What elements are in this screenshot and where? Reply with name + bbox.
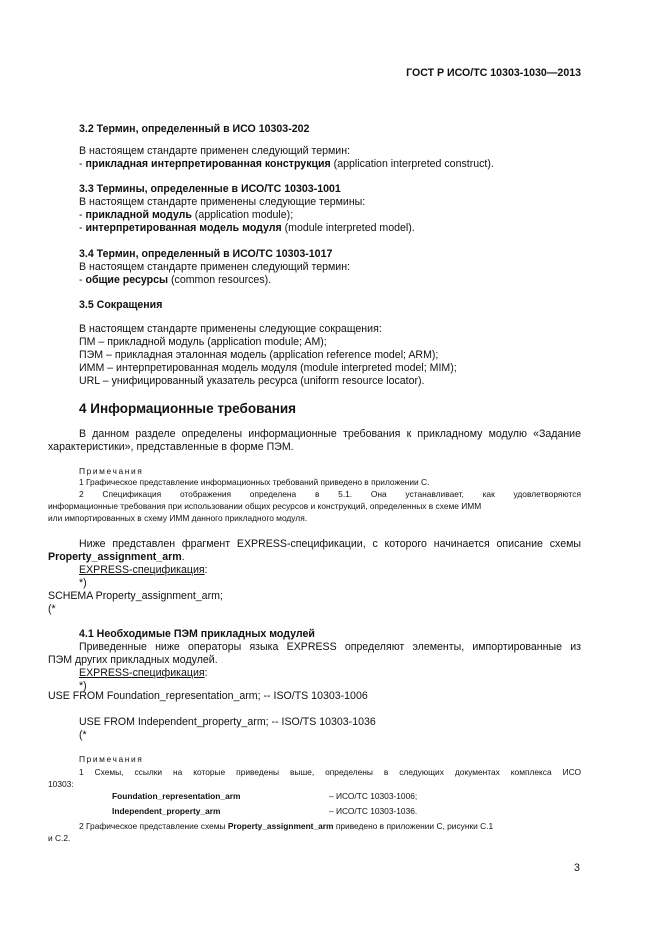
use-from-foundation: USE FROM Foundation_representation_arm; -- ISO/TS 10303-1006 — [48, 690, 368, 702]
section-3-5-intro: В настоящем стандарте применены следующие сокращения: — [79, 323, 382, 335]
section-3-4-heading: 3.4 Термин, определенный в ИСО/ТС 10303-1017 — [79, 248, 333, 260]
period: . — [181, 551, 185, 563]
section-3-5-heading: 3.5 Сокращения — [79, 299, 163, 311]
section-4-1-para-line-1: Приведенные ниже операторы языка EXPRESS определяют элементы, импортированные из — [79, 641, 581, 653]
section-4-heading: 4 Информационные требования — [79, 401, 297, 416]
code-close: (* — [48, 603, 56, 615]
express-spec-text: EXPRESS-спецификация — [79, 564, 205, 576]
term-english: (module interpreted model). — [281, 222, 415, 234]
note-2-post: приведено в приложении С, рисунки С.1 — [333, 821, 494, 831]
notes-label: Примечания — [79, 754, 144, 764]
term-english: (application interpreted construct). — [330, 158, 494, 170]
note-2-schema: Property_assignment_arm — [227, 821, 334, 831]
note-2-line-3: или импортированных в схему ИММ данного прикладного модуля. — [48, 513, 308, 523]
term-english: (application module); — [191, 209, 294, 221]
term-bold: интерпретированная модель модуля — [85, 222, 282, 234]
ref-document: – ИСО/ТС 10303-1036. — [329, 806, 418, 816]
term-dash: - — [79, 158, 86, 170]
term-bold: прикладной модуль — [85, 209, 192, 221]
note-2-line-1: 2 Спецификация отображения определена в 5.1. Она устанавливает, как удовлетворяются — [79, 489, 581, 499]
schema-line: SCHEMA Property_assignment_arm; — [48, 590, 223, 602]
code-close: (* — [79, 729, 87, 741]
page-number: 3 — [574, 862, 580, 874]
section-3-3-heading: 3.3 Термины, определенные в ИСО/ТС 10303-1001 — [79, 183, 341, 195]
section-4-para-line-1: В данном разделе определены информационные требования к прикладному модулю «Задание — [79, 428, 581, 440]
express-spec-text: EXPRESS-спецификация — [79, 667, 205, 679]
abbreviation-item: ПМ – прикладной модуль (application module; AM); — [79, 336, 327, 348]
section-3-3-term-1 — [79, 209, 293, 222]
term-bold: прикладная интерпретированная конструкция — [85, 158, 331, 170]
schema-name: Property_assignment_arm — [48, 551, 182, 563]
term-bold: общие ресурсы — [85, 274, 169, 286]
section-3-3-intro: В настоящем стандарте применены следующие термины: — [79, 196, 366, 208]
section-3-2-intro: В настоящем стандарте применен следующий термин: — [79, 145, 351, 157]
section-4-1-heading: 4.1 Необходимые ПЭМ прикладных модулей — [79, 628, 315, 640]
note-2-pre: 2 Графическое представление схемы — [79, 821, 228, 831]
ref-document: – ИСО/ТС 10303-1006; — [329, 791, 418, 801]
term-dash: - — [79, 222, 86, 234]
abbreviation-item: ИММ – интерпретированная модель модуля (module interpreted model; MIM); — [79, 362, 457, 374]
code-open: *) — [79, 577, 87, 589]
section-3-4-term — [79, 274, 271, 287]
note-1-line-2: 10303: — [48, 779, 74, 789]
abbreviation-item: ПЭМ – прикладная эталонная модель (application reference model; ARM); — [79, 349, 439, 361]
section-3-2-term — [79, 158, 494, 171]
ref-schema-name: Independent_property_arm — [112, 806, 221, 816]
express-spec-label — [79, 667, 208, 680]
express-intro-line-2 — [48, 551, 185, 564]
notes-label: Примечания — [79, 466, 144, 476]
express-intro-line-1: Ниже представлен фрагмент EXPRESS-спецификации, с которого начинается описание схемы — [79, 538, 581, 550]
section-3-3-term-2 — [79, 222, 415, 235]
note-1: 1 Графическое представление информационных требований приведено в приложении С. — [79, 477, 430, 487]
section-4-para-line-2: характеристики», представленные в форме ПЭМ. — [48, 441, 294, 453]
note-2-line-2: и С.2. — [48, 833, 71, 843]
term-dash: - — [79, 274, 86, 286]
code-open: *) — [79, 680, 87, 692]
note-2-line-1 — [79, 821, 493, 832]
term-english: (common resources). — [168, 274, 272, 286]
section-3-4-intro: В настоящем стандарте применен следующий термин: — [79, 261, 351, 273]
document-id: ГОСТ Р ИСО/ТС 10303-1030—2013 — [406, 67, 581, 79]
section-4-1-para-line-2: ПЭМ других прикладных модулей. — [48, 654, 218, 666]
colon: : — [204, 667, 208, 679]
express-spec-label — [79, 564, 208, 577]
section-3-2-heading: 3.2 Термин, определенный в ИСО 10303-202 — [79, 123, 310, 135]
abbreviation-item: URL – унифицированный указатель ресурса (uniform resource locator). — [79, 375, 425, 387]
note-1-line-1: 1 Схемы, ссылки на которые приведены выше, определены в следующих документах комплекса ИСО — [79, 767, 581, 777]
note-2-line-2: информационные требования при использовании общих ресурсов и конструкций, определенных в схеме ИММ — [48, 501, 482, 511]
use-from-independent: USE FROM Independent_property_arm; -- ISO/TS 10303-1036 — [79, 716, 376, 728]
term-dash: - — [79, 209, 86, 221]
ref-schema-name: Foundation_representation_arm — [112, 791, 241, 801]
colon: : — [204, 564, 208, 576]
